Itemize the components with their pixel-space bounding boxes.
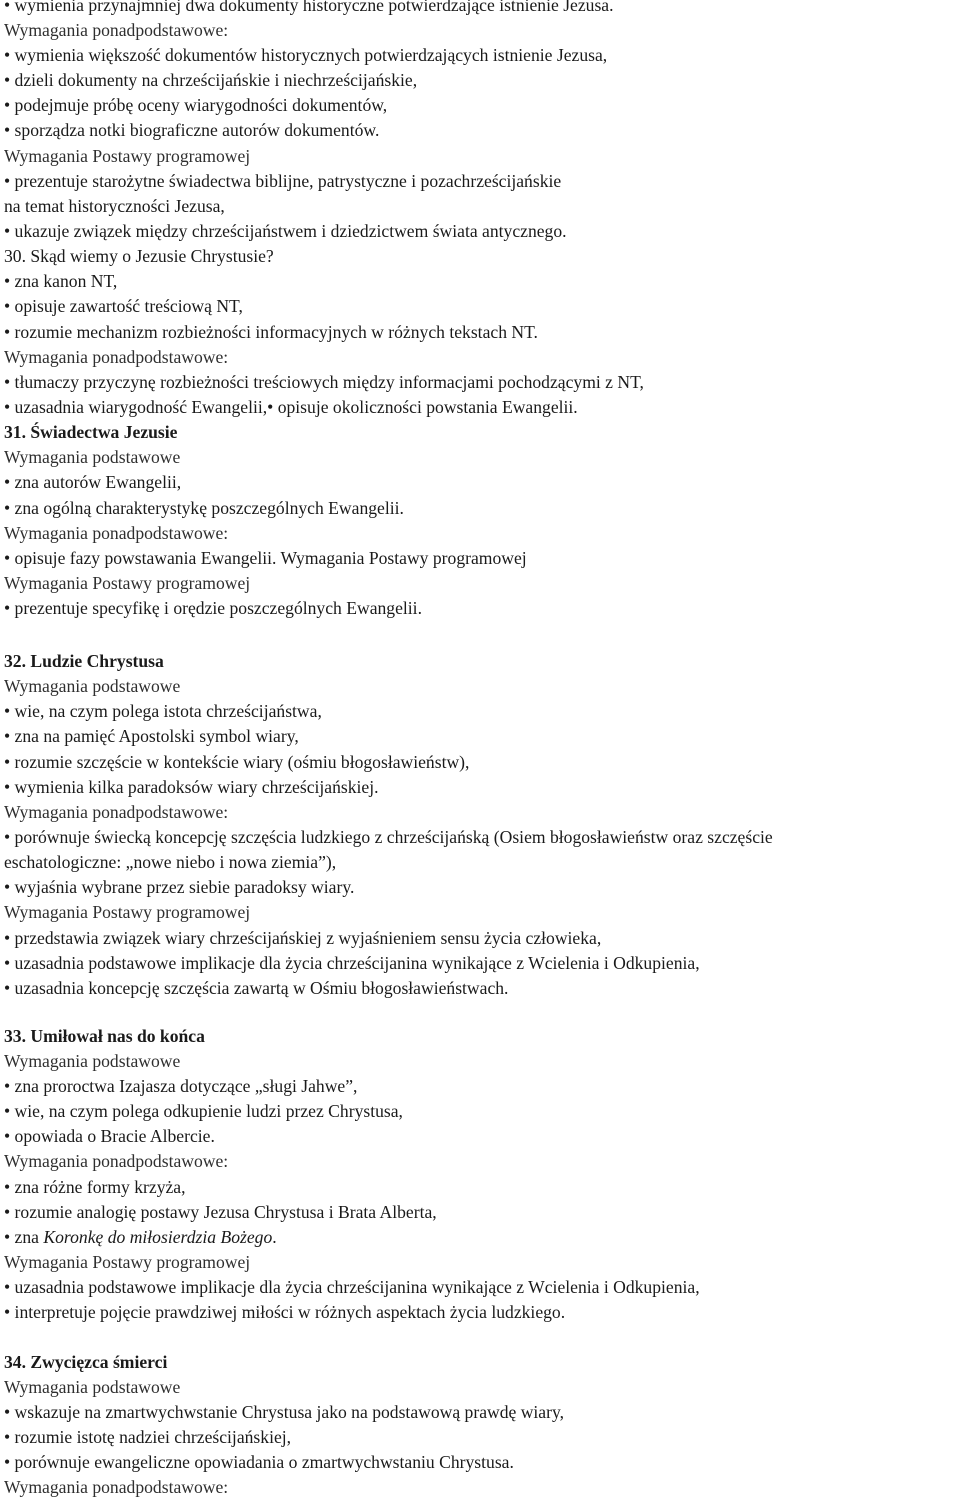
requirements-heading: Wymagania podstawowe	[4, 1051, 181, 1071]
bullet-item: • przedstawia związek wiary chrześcijańskiej z wyjaśnieniem sensu życia człowieka,	[4, 928, 602, 948]
section-title: 33. Umiłował nas do końca	[4, 1026, 205, 1046]
bullet-item: • ukazuje związek między chrześcijaństwem i dziedzictwem świata antycznego.	[4, 221, 567, 241]
bullet-item: • opisuje fazy powstawania Ewangelii. Wymagania Postawy programowej	[4, 548, 527, 568]
bullet-item: • zna na pamięć Apostolski symbol wiary,	[4, 726, 299, 746]
bullet-item: • uzasadnia podstawowe implikacje dla życia chrześcijanina wynikające z Wcielenia i Odkupienia,	[4, 1277, 700, 1297]
bullet-item: • rozumie istotę nadziei chrześcijańskiej,	[4, 1427, 292, 1447]
bullet-item: • interpretuje pojęcie prawdziwej miłości w różnych aspektach życia ludzkiego.	[4, 1302, 566, 1322]
section-title: 32. Ludzie Chrystusa	[4, 651, 164, 671]
requirements-heading: Wymagania podstawowe	[4, 1377, 181, 1397]
section-title: 34. Zwycięzca śmierci	[4, 1352, 168, 1372]
bullet-item: • wie, na czym polega odkupienie ludzi przez Chrystusa,	[4, 1101, 403, 1121]
section-title: 31. Świadectwa Jezusie	[4, 422, 178, 442]
bullet-item: • porównuje świecką koncepcję szczęścia ludzkiego z chrześcijańską (Osiem błogosławieństw oraz szczęście	[4, 827, 773, 847]
bullet-item: • rozumie mechanizm rozbieżności informacyjnych w różnych tekstach NT.	[4, 322, 538, 342]
bullet-item: • porównuje ewangeliczne opowiadania o zmartwychwstaniu Chrystusa.	[4, 1452, 514, 1472]
bullet-item: • wie, na czym polega istota chrześcijaństwa,	[4, 701, 322, 721]
bullet-item: • wymienia większość dokumentów historycznych potwierdzających istnienie Jezusa,	[4, 45, 608, 65]
continuation-line: na temat historyczności Jezusa,	[4, 196, 225, 216]
bullet-item: • opowiada o Bracie Albercie.	[4, 1126, 215, 1146]
bullet-item: • prezentuje specyfikę i orędzie poszczególnych Ewangelii.	[4, 598, 422, 618]
requirements-heading: Wymagania Postawy programowej	[4, 146, 251, 166]
requirements-heading: Wymagania ponadpodstawowe:	[4, 1477, 229, 1497]
bullet-item: • dzieli dokumenty na chrześcijańskie i niechrześcijańskie,	[4, 70, 418, 90]
bullet-item: • wymienia kilka paradoksów wiary chrześcijańskiej.	[4, 777, 379, 797]
requirements-heading: Wymagania Postawy programowej	[4, 1252, 251, 1272]
bullet-item: • rozumie analogię postawy Jezusa Chrystusa i Brata Alberta,	[4, 1202, 437, 1222]
bullet-item: • wskazuje na zmartwychwstanie Chrystusa jako na podstawową prawdę wiary,	[4, 1402, 565, 1422]
requirements-heading: Wymagania Postawy programowej	[4, 573, 251, 593]
section-title: 30. Skąd wiemy o Jezusie Chrystusie?	[4, 246, 274, 266]
bullet-item: • tłumaczy przyczynę rozbieżności treściowych między informacjami pochodzącymi z NT,	[4, 372, 644, 392]
bullet-item	[4, 1225, 954, 1250]
requirements-heading: Wymagania ponadpodstawowe:	[4, 20, 229, 40]
requirements-heading: Wymagania Postawy programowej	[4, 902, 251, 922]
bullet-item: • prezentuje starożytne świadectwa biblijne, patrystyczne i pozachrześcijańskie	[4, 171, 562, 191]
bullet-item: • uzasadnia wiarygodność Ewangelii,• opisuje okoliczności powstania Ewangelii.	[4, 397, 578, 417]
requirements-heading: Wymagania ponadpodstawowe:	[4, 1151, 229, 1171]
bullet-item: • uzasadnia podstawowe implikacje dla życia chrześcijanina wynikające z Wcielenia i Odkupienia,	[4, 953, 700, 973]
requirements-heading: Wymagania ponadpodstawowe:	[4, 347, 229, 367]
bullet-item: • sporządza notki biograficzne autorów dokumentów.	[4, 120, 380, 140]
bullet-item: • rozumie szczęście w kontekście wiary (ośmiu błogosławieństw),	[4, 752, 470, 772]
continuation-line: eschatologiczne: „nowe niebo i nowa ziemia”),	[4, 852, 337, 872]
bullet-item: • uzasadnia koncepcję szczęścia zawartą w Ośmiu błogosławieństwach.	[4, 978, 509, 998]
bullet-item: • zna autorów Ewangelii,	[4, 472, 182, 492]
bullet-item: • zna proroctwa Izajasza dotyczące „sługi Jahwe”,	[4, 1076, 358, 1096]
requirements-heading: Wymagania ponadpodstawowe:	[4, 802, 229, 822]
bullet-item: • zna ogólną charakterystykę poszczególnych Ewangelii.	[4, 498, 404, 518]
bullet-item: • zna różne formy krzyża,	[4, 1177, 186, 1197]
bullet-item: • opisuje zawartość treściową NT,	[4, 296, 243, 316]
bullet-item: • wymienia przynajmniej dwa dokumenty historyczne potwierdzające istnienie Jezusa.	[4, 0, 614, 15]
prayer-title: Koronkę do miłosierdzia Bożego	[43, 1227, 273, 1247]
requirements-heading: Wymagania ponadpodstawowe:	[4, 523, 229, 543]
bullet-text: • zna	[4, 1227, 44, 1247]
period: .	[272, 1227, 277, 1247]
requirements-heading: Wymagania podstawowe	[4, 676, 181, 696]
bullet-item: • podejmuje próbę oceny wiarygodności dokumentów,	[4, 95, 388, 115]
requirements-heading: Wymagania podstawowe	[4, 447, 181, 467]
bullet-item: • wyjaśnia wybrane przez siebie paradoksy wiary.	[4, 877, 355, 897]
bullet-item: • zna kanon NT,	[4, 271, 118, 291]
